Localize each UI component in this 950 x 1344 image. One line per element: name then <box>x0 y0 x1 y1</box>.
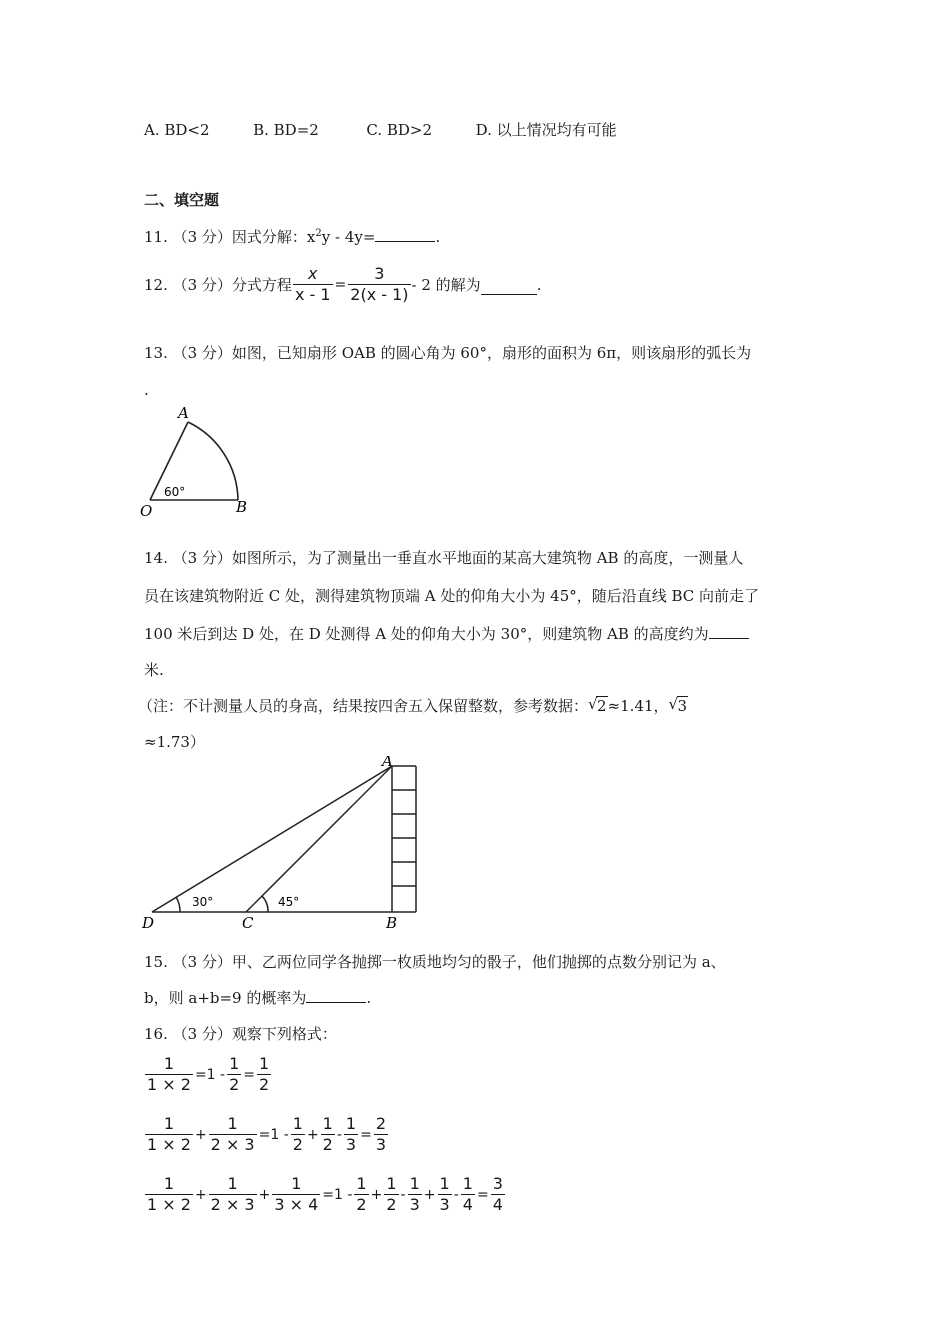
question-16-title: 16. （3 分）观察下列格式： <box>144 1025 337 1043</box>
question-15-line-1: 15. （3 分）甲、乙两位同学各抛掷一枚质地均匀的骰子，他们抛掷的点数分别记为 a、 <box>144 953 726 971</box>
formula-row-1 <box>144 1054 272 1095</box>
question-14-line-1: 14. （3 分）如图所示，为了测量出一垂直水平地面的某高大建筑物 AB 的高度，一测量人 <box>144 549 744 567</box>
q12-frac2-num: 3 <box>374 264 385 283</box>
sector-figure <box>138 402 258 520</box>
option-b: B. BD=2 <box>253 121 319 139</box>
eq-sign: = <box>243 1066 255 1083</box>
angle-label-45: 45° <box>278 895 300 909</box>
eq-text: =1 - <box>322 1186 353 1203</box>
frac: $\frac{1}{2}$ <box>229 1054 240 1094</box>
minus-sign: - <box>336 1126 342 1143</box>
frac: $\frac{1}{1 \times 2}$ <box>147 1114 191 1154</box>
question-14-line-3 <box>144 624 749 644</box>
option-a: A. BD<2 <box>144 121 210 139</box>
eq-text: =1 - <box>194 1066 226 1083</box>
q14-approx-1: ≈1.41， <box>607 697 669 715</box>
q12-fraction-2 <box>348 264 410 305</box>
building-label-c: C <box>242 914 254 932</box>
eq-text: =1 - <box>258 1126 289 1143</box>
frac: $\frac{1}{3}$ <box>439 1174 450 1214</box>
frac: $\frac{1}{2}$ <box>322 1114 333 1154</box>
option-c: C. BD>2 <box>366 121 433 139</box>
frac: $\frac{1}{3}$ <box>345 1114 357 1154</box>
sector-arc <box>188 422 238 500</box>
question-11 <box>144 224 440 247</box>
frac: $\frac{1}{3 \times 4}$ <box>274 1174 319 1214</box>
line-ca <box>246 766 392 912</box>
frac: $\frac{1}{2 \times 3}$ <box>210 1114 255 1154</box>
question-14-note <box>138 696 688 716</box>
frac: $\frac{1}{2}$ <box>386 1174 397 1214</box>
plus-sign: + <box>370 1186 383 1203</box>
plus-sign: + <box>258 1186 271 1203</box>
question-14-line-4: 米. <box>144 661 164 679</box>
sector-angle-label: 60° <box>164 485 186 499</box>
line-da <box>152 766 392 912</box>
frac: $\frac{2}{3}$ <box>375 1114 387 1154</box>
plus-sign: + <box>194 1126 207 1143</box>
q11-sup: 2 <box>315 228 322 239</box>
q12-frac1-num: x <box>308 264 318 283</box>
frac: $\frac{1}{1 \times 2}$ <box>147 1174 191 1214</box>
question-13-end: . <box>144 381 149 399</box>
q14-line3-text: 100 米后到达 D 处，在 D 处测得 A 处的仰角大小为 30°，则建筑物 AB 的高度约为 <box>144 625 709 643</box>
q14-note-prefix: （注：不计测量人员的身高，结果按四舍五入保留整数，参考数据： <box>138 697 589 715</box>
frac: $\frac{1}{2}$ <box>259 1054 270 1094</box>
sector-label-o: O <box>140 502 153 520</box>
frac: $\frac{1}{3}$ <box>409 1174 420 1214</box>
angle-label-30: 30° <box>192 895 214 909</box>
building-label-d: D <box>142 914 155 932</box>
sqrt-3 <box>669 696 689 716</box>
sqrt-2-value: 2 <box>597 697 607 715</box>
q15-end: . <box>366 989 372 1007</box>
building-figure <box>138 756 428 932</box>
section-title: 二、填空题 <box>144 191 220 209</box>
q12-rest: - 2 的解为 <box>411 276 481 294</box>
q11-end: . <box>435 228 441 246</box>
q11-blank <box>375 227 435 242</box>
formula-row-2 <box>144 1114 389 1155</box>
q12-end: . <box>536 275 542 294</box>
frac: $\frac{1}{1 \times 2}$ <box>147 1054 191 1094</box>
option-d: D. 以上情况均有可能 <box>475 121 617 139</box>
angle-arc-d <box>176 897 180 912</box>
question-13-text: 13. （3 分）如图，已知扇形 OAB 的圆心角为 60°，扇形的面积为 6π，则该扇形的弧长为 <box>144 344 752 362</box>
question-12 <box>144 264 541 305</box>
frac: $\frac{1}{4}$ <box>462 1174 473 1214</box>
sqrt-3-value: 3 <box>677 697 688 715</box>
minus-sign: - <box>453 1186 459 1203</box>
eq-sign: = <box>476 1186 489 1203</box>
building-label-b: B <box>386 914 398 932</box>
question-14-line-2: 员在该建筑物附近 C 处，测得建筑物顶端 A 处的仰角大小为 45°，随后沿直线 BC 向前走了 <box>144 587 760 605</box>
formula-row-3 <box>144 1174 506 1215</box>
q12-frac1-den: x - 1 <box>294 285 331 304</box>
eq-sign: = <box>360 1126 372 1143</box>
frac: $\frac{1}{2}$ <box>356 1174 367 1214</box>
frac: $\frac{1}{2 \times 3}$ <box>210 1174 255 1214</box>
q12-fraction-1 <box>293 264 333 305</box>
q14-blank <box>709 624 749 639</box>
question-14-note-end: ≈1.73） <box>144 733 205 751</box>
plus-sign: + <box>194 1186 207 1203</box>
question-15-line-2 <box>144 988 371 1008</box>
q10-options <box>144 120 617 140</box>
angle-arc-c <box>262 896 268 912</box>
building-label-a: A <box>382 756 393 770</box>
q12-frac2-den: 2(x - 1) <box>350 285 409 304</box>
q12-eq: = <box>334 276 347 293</box>
plus-sign: + <box>306 1126 319 1143</box>
q12-prefix: 12. （3 分）分式方程 <box>144 276 292 294</box>
frac: $\frac{1}{2}$ <box>292 1114 303 1154</box>
q15-line2-text: b，则 a+b=9 的概率为 <box>144 989 307 1007</box>
minus-sign: - <box>400 1186 406 1203</box>
q11-prefix: 11. （3 分）因式分解：x <box>144 228 316 246</box>
sector-label-a: A <box>178 404 189 422</box>
plus-sign: + <box>423 1186 436 1203</box>
q12-blank <box>481 280 537 295</box>
frac: $\frac{3}{4}$ <box>492 1174 503 1214</box>
sector-label-b: B <box>236 498 248 516</box>
q11-rest: y - 4y= <box>321 228 376 246</box>
sqrt-2 <box>588 696 608 716</box>
q15-blank <box>306 988 366 1003</box>
